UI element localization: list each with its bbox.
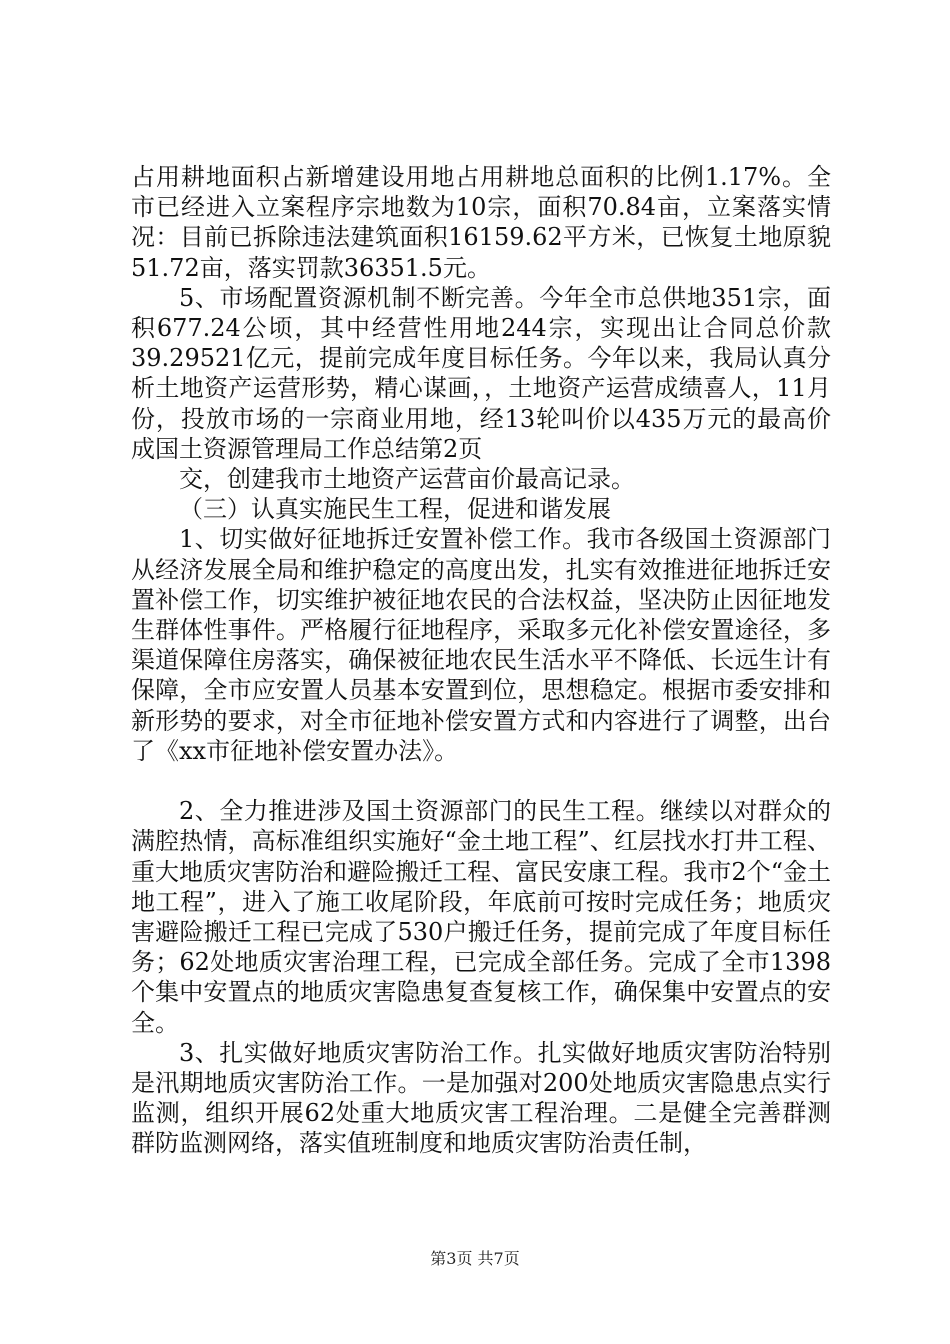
- paragraph-geological-hazard: 3、扎实做好地质灾害防治工作。扎实做好地质灾害防治特别是汛期地质灾害防治工作。一是加强对200处地质灾害隐患点实行监测，组织开展62处重大地质灾害工程治理。二是健全完善群测群防监测网络，落实值班制度和地质灾害防治责任制，: [131, 1038, 831, 1158]
- paragraph-market-allocation: 5、市场配置资源机制不断完善。今年全市总供地351宗，面积677.24公顷，其中经营性用地244宗，实现出让合同总价款39.29521亿元，提前完成年度目标任务。今年以来，我局认真分析土地资产运营形势，精心谋画，，土地资产运营成绩喜人，11月份，投放市场的一宗商业用地，经13轮叫价以435万元的最高价成国土资源管理局工作总结第2页: [131, 283, 831, 463]
- document-body: [131, 162, 831, 1159]
- paragraph-continuation: 占用耕地面积占新增建设用地占用耕地总面积的比例1.17%。全市已经进入立案程序宗地数为10宗，面积70.84亩，立案落实情况：目前已拆除违法建筑面积16159.62平方米，已恢复土地原貌51.72亩，落实罚款36351.5元。: [131, 163, 831, 282]
- page-number-footer: 第3页 共7页: [430, 1249, 520, 1268]
- paragraph-spacer: [131, 766, 831, 796]
- paragraph-record: 交，创建我市土地资产运营亩价最高记录。: [179, 465, 635, 494]
- section-heading-livelihood: （三）认真实施民生工程，促进和谐发展: [179, 495, 611, 524]
- paragraph-land-compensation: 1、切实做好征地拆迁安置补偿工作。我市各级国土资源部门从经济发展全局和维护稳定的高度出发，扎实有效推进征地拆迁安置补偿工作，切实维护被征地农民的合法权益，坚决防止因征地发生群体性事件。严格履行征地程序，采取多元化补偿安置途径，多渠道保障住房落实，确保被征地农民生活水平不降低、长远生计有保障，全市应安置人员基本安置到位，思想稳定。根据市委安排和新形势的要求，对全市征地补偿安置方式和内容进行了调整，出台了《xx市征地补偿安置办法》。: [131, 525, 831, 765]
- paragraph-livelihood-projects: 2、全力推进涉及国土资源部门的民生工程。继续以对群众的满腔热情，高标准组织实施好“金土地工程”、红层找水打井工程、重大地质灾害防治和避险搬迁工程、富民安康工程。我市2个“金土地工程”，进入了施工收尾阶段，年底前可按时完成任务；地质灾害避险搬迁工程已完成了530户搬迁任务，提前完成了年度目标任务；62处地质灾害治理工程，已完成全部任务。完成了全市1398个集中安置点的地质灾害隐患复查复核工作，确保集中安置点的安全。: [131, 797, 831, 1037]
